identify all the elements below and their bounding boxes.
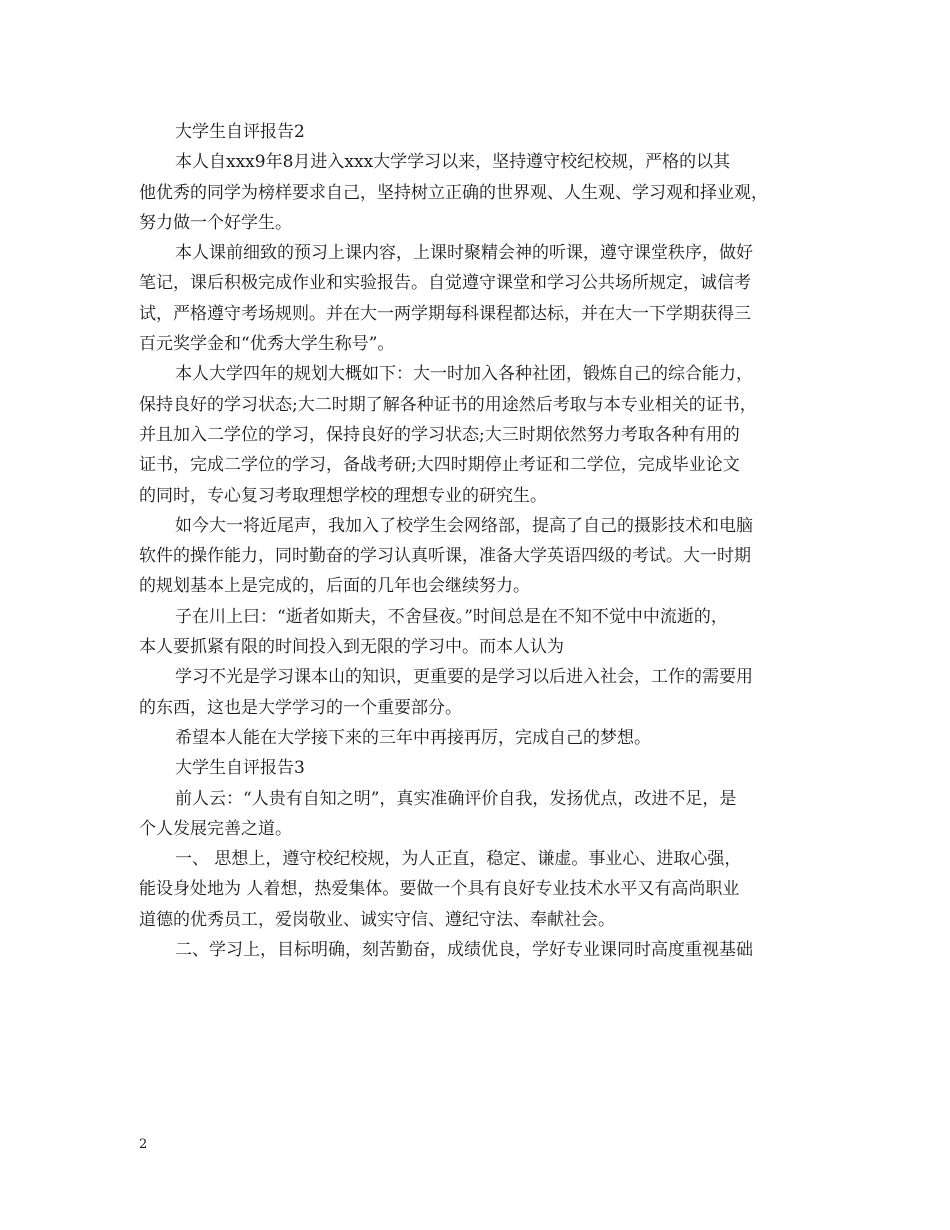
paragraph-line: 本人课前细致的预习上课内容，上课时聚精会神的听课，遵守课堂秩序，做好 — [175, 243, 753, 264]
section-heading: 大学生自评报告2 — [175, 122, 305, 142]
paragraph-line: 笔记，课后积极完成作业和实验报告。自觉遵守课堂和学习公共场所规定，诚信考 — [139, 273, 751, 294]
paragraph-line: 本人自xxx9年8月进入xxx大学学习以来，坚持遵守校纪校规，严格的以其 — [175, 152, 731, 173]
paragraph-line: 的规划基本上是完成的，后面的几年也会继续努力。 — [139, 576, 530, 597]
paragraph-line: 努力做一个好学生。 — [139, 212, 292, 233]
paragraph-line: 前人云：“人贵有自知之明”，真实准确评价自我，发扬优点，改进不足，是 — [175, 788, 737, 809]
paragraph-line: 的东西，这也是大学学习的一个重要部分。 — [139, 697, 462, 718]
paragraph-line: 保持良好的学习状态;大二时期了解各种证书的用途然后考取与本专业相关的证书， — [139, 394, 757, 415]
paragraph-line: 试，严格遵守考场规则。并在大一两学期每科课程都达标，并在大一下学期获得三 — [139, 303, 751, 324]
section-heading: 大学生自评报告3 — [175, 758, 305, 779]
paragraph-line: 证书，完成二学位的学习，备战考研;大四时期停止考证和二学位，完成毕业论文 — [139, 455, 740, 476]
paragraph-line: 能设身处地为 人着想，热爱集体。要做一个具有良好专业技术水平又有高尚职业 — [139, 879, 740, 900]
paragraph-line: 本人要抓紧有限的时间投入到无限的学习中。而本人认为 — [139, 637, 564, 658]
paragraph-line: 一、 思想上，遵守校纪校规，为人正直，稳定、谦虚。事业心、进取心强， — [175, 849, 742, 870]
paragraph-line: 他优秀的同学为榜样要求自己，坚持树立正确的世界观、人生观、学习观和择业观， — [139, 182, 768, 203]
paragraph-line: 学习不光是学习课本山的知识，更重要的是学习以后进入社会，工作的需要用 — [175, 667, 753, 688]
paragraph-line: 希望本人能在大学接下来的三年中再接再厉，完成自己的梦想。 — [175, 727, 651, 748]
paragraph-line: 的同时，专心复习考取理想学校的理想专业的研究生。 — [139, 485, 547, 506]
paragraph-line: 道德的优秀员工，爱岗敬业、诚实守信、遵纪守法、奉献社会。 — [139, 909, 615, 930]
paragraph-line: 百元奖学金和“优秀大学生称号”。 — [139, 334, 395, 355]
paragraph-line: 本人大学四年的规划大概如下：大一时加入各种社团，锻炼自己的综合能力， — [175, 364, 753, 385]
paragraph-line: 子在川上曰：“逝者如斯夫，不舍昼夜。”时间总是在不知不觉中中流逝的， — [175, 606, 728, 627]
paragraph-line: 并且加入二学位的学习，保持良好的学习状态;大三时期依然努力考取各种有用的 — [139, 424, 740, 445]
document-body — [139, 117, 819, 965]
paragraph-line: 软件的操作能力，同时勤奋的学习认真听课，准备大学英语四级的考试。大一时期 — [139, 546, 751, 567]
page-number: 2 — [139, 1137, 148, 1152]
paragraph-line: 如今大一将近尾声，我加入了校学生会网络部，提高了自己的摄影技术和电脑 — [175, 515, 753, 536]
paragraph-line: 个人发展完善之道。 — [139, 818, 292, 839]
paragraph-line: 二、学习上，目标明确，刻苦勤奋，成绩优良，学好专业课同时高度重视基础 — [175, 940, 753, 961]
